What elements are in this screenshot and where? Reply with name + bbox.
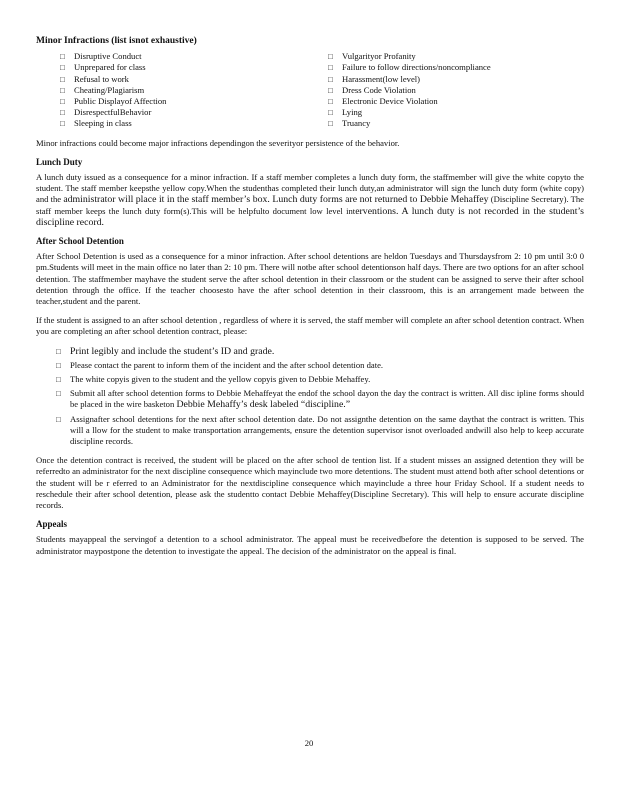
checkbox-icon: □ xyxy=(328,74,333,84)
list-item: □ Print legibly and include the student’s ID and grade. xyxy=(56,345,275,357)
appeals-heading: Appeals xyxy=(36,519,68,530)
list-item: □ Harassment(low level) xyxy=(328,73,421,84)
document-page xyxy=(36,36,584,565)
list-item: □ Unprepared for class xyxy=(60,62,146,73)
infractions-list-left xyxy=(60,51,328,129)
lunch-duty-heading: Lunch Duty xyxy=(36,156,83,167)
list-item: □ Vulgarityor Profanity xyxy=(328,51,416,62)
checkbox-icon: □ xyxy=(60,108,65,118)
list-item: □ Electronic Device Violation xyxy=(328,95,438,106)
after-school-detention-heading: After School Detention xyxy=(36,235,124,246)
detention-paragraph-1: After School Detention is used as a consequence for a minor infraction. After school detentions are heldon Tuesdays and Thursdaysfrom 2: 10 pm until 3:0 0 pm.Students will meet in the main office no later than 2: 10 pm. There will notbe after school detentionson half days. There are two options for an after school detention. The staffmember mayhave the student serve the after school detention in their classroom or the student can be assigned to serve their after school detention through the office. If the teacher choosesto have the after school detention in their classroom, this is an arrangement made between the teacher,student and the parent. xyxy=(36,251,584,306)
list-item: □ Truancy xyxy=(328,118,371,129)
checkbox-icon: □ xyxy=(60,119,65,129)
checkbox-icon: □ xyxy=(60,96,65,106)
checkbox-icon: □ xyxy=(328,85,333,95)
list-item: □ The white copyis given to the student and the yellow copyis given to Debbie Mehaffey. xyxy=(56,373,371,384)
list-item: □ Failure to follow directions/noncompliance xyxy=(328,62,491,73)
page-number: 20 xyxy=(304,738,314,748)
lunch-duty-paragraph: A lunch duty issued as a consequence for a minor infraction. If a staff member completes a lunch duty form, the staffmember will give the white copyto the student. The staff member keepsthe yellow copy.When the studenthas completed their lunch duty,an administrator will sign the lunch duty form (white copy) and the administrator will place it in the staff member’s box. Lunch duty forms are not returned to Debbie Mehaffey (Discipline Secretary). The staff member keeps the lunch duty form(s).This will be helpfulto document low level interventions. A lunch duty is not recorded in the student’s discipline record. xyxy=(36,171,584,228)
detention-paragraph-3: Once the detention contract is received, the student will be placed on the after school de tention list. If a student misses an assigned detention they will be referredto an administrator for the next discipline consequence which mayinclude two more detentions. The student must attend both after school detentions or the student will be r eferred to an Administrator for the nextdiscipline consequence which mayinclude a three hour Friday School. If a student needs to reschedule their after school detention, please ask the studentto contact Debbie Mehaffey(Discipline Secretary). This will help to ensure accurate discipline records. xyxy=(36,455,584,510)
list-item: □ Refusal to work xyxy=(60,73,129,84)
appeals-paragraph: Students mayappeal the servingof a detention to a school administrator. The appeal must be receivedbefore the detention is supposed to be served. The administrator maypostpone the detention to investigate the appeal. The decision of the administrator on the appeal is final. xyxy=(36,534,584,556)
checkbox-icon: □ xyxy=(56,346,61,356)
checkbox-icon: □ xyxy=(56,389,61,399)
infractions-list-right xyxy=(328,51,568,129)
checkbox-icon: □ xyxy=(328,108,333,118)
list-item: □ Disruptive Conduct xyxy=(60,51,142,62)
list-item: □ Please contact the parent to inform them of the incident and the after school detention date. xyxy=(56,359,384,370)
list-item: □ Cheating/Plagiarism xyxy=(60,84,145,95)
list-item: □ DisrespectfulBehavior xyxy=(60,107,152,118)
checkbox-icon: □ xyxy=(60,63,65,73)
list-item: □ Assignafter school detentions for the next after school detention date. Do not assignthe detention on the same daythat the contract is written. This will a llow for the student to make transportation arrangements, ensure the detention supervisor isnot overloaded andwill also help to keep accurate discipline records. xyxy=(56,413,584,446)
checkbox-icon: □ xyxy=(56,360,61,370)
checkbox-icon: □ xyxy=(56,414,61,424)
checkbox-icon: □ xyxy=(328,119,333,129)
list-item: □ Lying xyxy=(328,107,363,118)
list-item: □ Public Displayof Affection xyxy=(60,95,167,106)
list-item: □ Sleeping in class xyxy=(60,118,132,129)
list-item: □ Submit all after school detention forms to Debbie Mehaffeyat the endof the school dayon the day the contract is written. All disc ipline forms should be placed in the wire basketon Debbie Mehaffy’s desk labeled “discipline.” xyxy=(56,388,584,411)
list-item: □ Dress Code Violation xyxy=(328,84,416,95)
checkbox-icon: □ xyxy=(60,85,65,95)
minor-infractions-note: Minor infractions could become major infractions dependingon the severityor persistence of the behavior. xyxy=(36,137,400,148)
detention-instructions-list xyxy=(36,346,584,448)
checkbox-icon: □ xyxy=(60,52,65,62)
checkbox-icon: □ xyxy=(328,52,333,62)
infractions-columns xyxy=(36,51,584,129)
checkbox-icon: □ xyxy=(60,74,65,84)
checkbox-icon: □ xyxy=(328,63,333,73)
checkbox-icon: □ xyxy=(56,374,61,384)
checkbox-icon: □ xyxy=(328,96,333,106)
minor-infractions-heading: Minor Infractions (list isnot exhaustive) xyxy=(36,36,197,46)
detention-paragraph-2: If the student is assigned to an after school detention , regardless of where it is served, the staff member will complete an after school detention contract. When you are completing an after school detention contract, please: xyxy=(36,315,584,337)
